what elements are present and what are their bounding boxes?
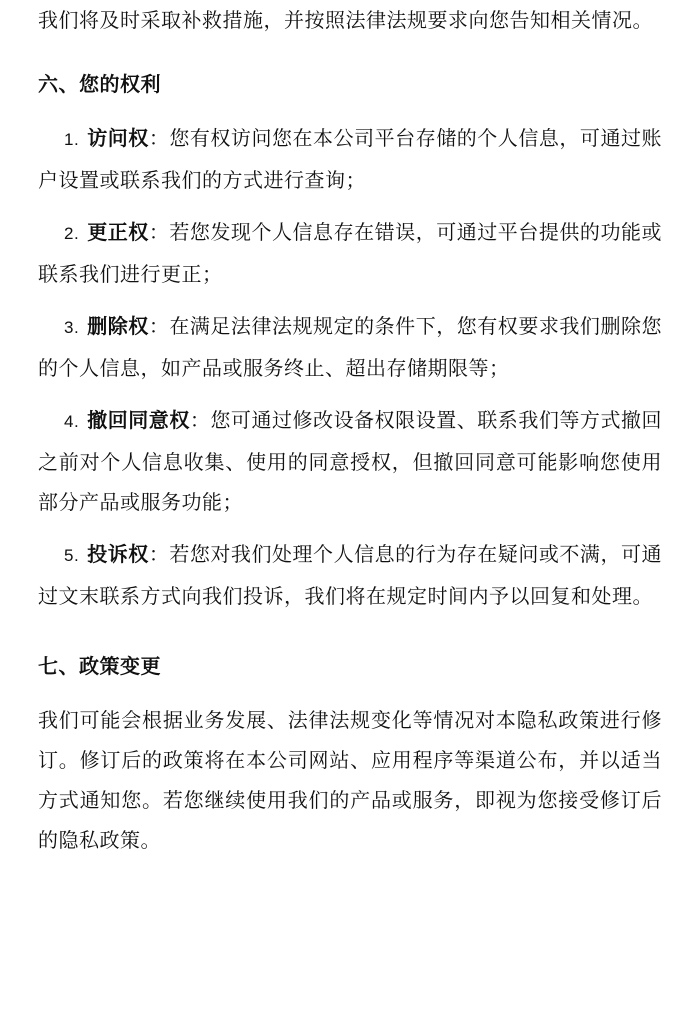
right-term: 访问权 xyxy=(87,126,149,150)
right-term: 撤回同意权 xyxy=(87,408,190,432)
list-number: 4. xyxy=(64,412,80,431)
list-item xyxy=(38,534,662,616)
right-description: ：若您对我们处理个人信息的行为存在疑问或不满，可通过文末联系方式向我们投诉，我们将在规定时间内予以回复和处理。 xyxy=(38,542,663,608)
list-number: 5. xyxy=(64,546,80,565)
list-item xyxy=(38,212,662,294)
rights-list xyxy=(38,118,662,616)
right-term: 投诉权 xyxy=(87,542,149,566)
right-description: ：您可通过修改设备权限设置、联系我们等方式撤回之前对个人信息收集、使用的同意授权，但撤回同意可能影响您使用部分产品或服务功能； xyxy=(38,408,663,514)
list-item xyxy=(38,400,662,522)
policy-change-paragraph: 我们可能会根据业务发展、法律法规变化等情况对本隐私政策进行修订。修订后的政策将在本公司网站、应用程序等渠道公布，并以适当方式通知您。若您继续使用我们的产品或服务，即视为您接受修订后的隐私政策。 xyxy=(38,708,662,852)
right-term: 删除权 xyxy=(87,314,149,338)
right-description: ：若您发现个人信息存在错误，可通过平台提供的功能或联系我们进行更正； xyxy=(38,220,663,286)
section-7-heading: 七、政策变更 xyxy=(38,654,161,678)
right-description: ：在满足法律法规规定的条件下，您有权要求我们删除您的个人信息，如产品或服务终止、超出存储期限等； xyxy=(38,314,663,380)
list-item xyxy=(38,306,662,388)
right-description: ：您有权访问您在本公司平台存储的个人信息，可通过账户设置或联系我们的方式进行查询； xyxy=(38,126,663,192)
section-6-heading: 六、您的权利 xyxy=(38,72,161,96)
list-number: 2. xyxy=(64,224,80,243)
list-number: 1. xyxy=(64,130,80,149)
intro-tail-paragraph: 我们将及时采取补救措施，并按照法律法规要求向您告知相关情况。 xyxy=(38,8,653,32)
list-item xyxy=(38,118,662,200)
list-number: 3. xyxy=(64,318,80,337)
right-term: 更正权 xyxy=(87,220,149,244)
